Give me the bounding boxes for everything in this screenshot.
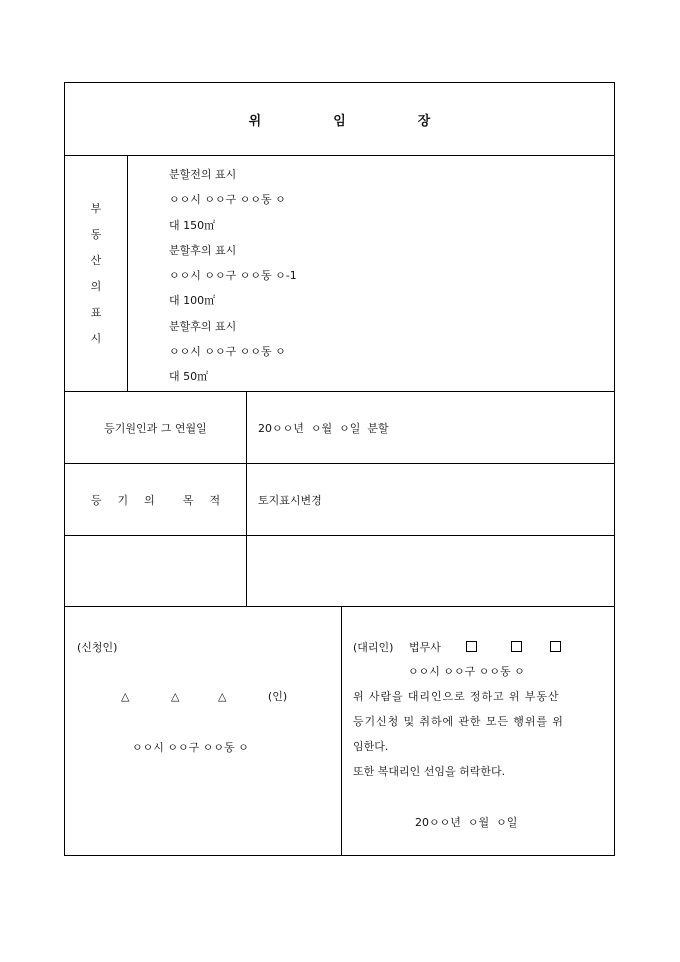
name-mark: △	[121, 690, 130, 703]
label-char: 기	[117, 493, 129, 507]
property-line: 대 50㎡	[169, 370, 209, 384]
seal-label: (인)	[267, 690, 288, 703]
blank-row	[65, 536, 614, 607]
cause-value-cell	[258, 392, 389, 463]
title-row	[65, 83, 614, 156]
cause-value: 20ㅇㅇ년 ㅇ월 ㅇ일 분할	[258, 421, 389, 435]
cause-row	[65, 392, 614, 464]
property-line: ㅇㅇ시 ㅇㅇ구 ㅇㅇ동 ㅇ	[169, 193, 286, 207]
title-char: 장	[417, 113, 431, 129]
applicant-name	[121, 688, 287, 704]
property-line: 분할후의 표시	[169, 319, 237, 333]
purpose-value-cell	[258, 464, 322, 535]
agent-title: 법무사	[408, 641, 441, 654]
property-line: ㅇㅇ시 ㅇㅇ구 ㅇㅇ동 ㅇ	[169, 345, 286, 359]
property-line: 분할전의 표시	[169, 168, 237, 181]
label-char: 적	[209, 493, 221, 507]
label-char: 표	[90, 305, 102, 319]
property-line: ㅇㅇ시 ㅇㅇ구 ㅇㅇ동 ㅇ-1	[169, 269, 297, 283]
agent-text-line: 위 사람을 대리인으로 정하고 위 부동산	[353, 690, 560, 703]
agent-text-line: 등기신청 및 취하에 관한 모든 행위를 위	[353, 715, 564, 728]
agent-heading	[353, 639, 575, 655]
label-char: 의	[144, 493, 155, 507]
divider	[246, 536, 247, 606]
label-char: 목	[182, 493, 194, 507]
purpose-label-cell	[65, 464, 246, 535]
agent-address: ㅇㅇ시 ㅇㅇ구 ㅇㅇ동 ㅇ	[408, 665, 525, 678]
applicant-address: ㅇㅇ시 ㅇㅇ구 ㅇㅇ동 ㅇ	[132, 741, 249, 754]
checkbox-square	[466, 641, 477, 652]
label-char: 시	[90, 331, 102, 345]
property-line: 대 100㎡	[169, 294, 216, 308]
divider	[246, 464, 247, 535]
property-label	[65, 156, 127, 391]
property-row	[65, 156, 614, 392]
cause-label-cell	[65, 392, 246, 463]
divider	[341, 607, 342, 855]
agent-date: 20ㅇㅇ년 ㅇ월 ㅇ일	[415, 816, 518, 829]
label-char: 산	[90, 253, 102, 267]
applicant-label: (신청인)	[77, 641, 118, 654]
label-char: 부	[90, 201, 102, 215]
name-mark: △	[217, 690, 227, 703]
power-of-attorney-form	[64, 82, 615, 856]
divider	[127, 156, 128, 391]
checkbox-square	[511, 641, 522, 652]
signature-section	[65, 607, 614, 855]
checkbox-square	[550, 641, 561, 652]
agent-label: (대리인)	[353, 641, 394, 654]
property-line: 분할후의 표시	[169, 243, 237, 257]
purpose-value: 토지표시변경	[258, 493, 322, 507]
name-mark: △	[170, 690, 180, 703]
agent-text-line: 임한다.	[353, 740, 389, 753]
agent-text-line: 또한 복대리인 선임을 허락한다.	[353, 765, 506, 778]
title-char: 위	[248, 113, 262, 129]
title-char: 임	[333, 113, 346, 129]
property-line: 대 150㎡	[169, 218, 216, 232]
cause-label: 등기원인과 그 연월일	[104, 421, 207, 435]
property-description	[169, 162, 297, 390]
divider	[246, 392, 247, 463]
label-char: 의	[90, 279, 102, 293]
purpose-row	[65, 464, 614, 536]
label-char: 등	[90, 493, 102, 507]
document-title	[65, 83, 614, 155]
label-char: 동	[90, 227, 102, 241]
